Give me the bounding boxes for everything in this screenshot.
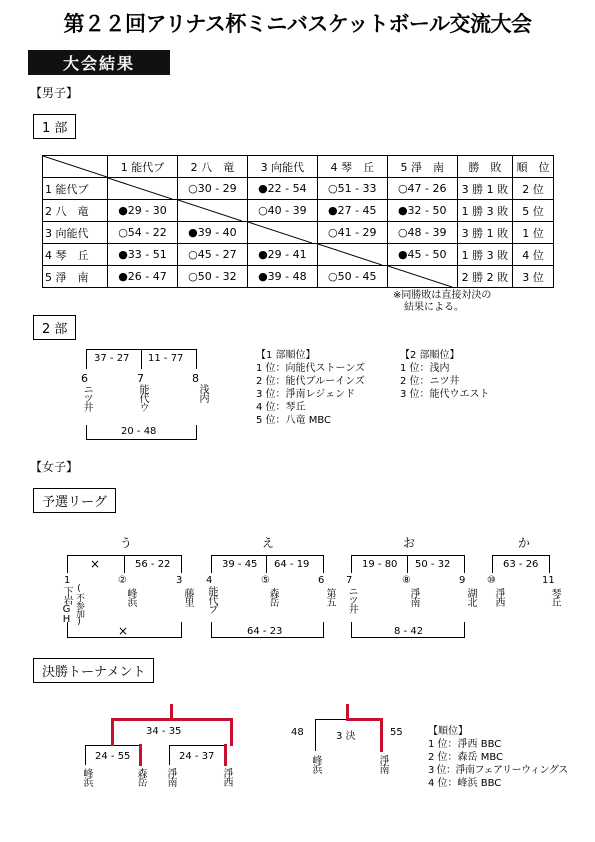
group-label: う — [120, 536, 133, 550]
header-cell: 4 琴 丘 — [317, 156, 387, 178]
corner-cell — [43, 156, 108, 178]
rank-item: 1 位：淨西 BBC — [428, 739, 502, 750]
score-cell: ●29 - 41 — [247, 244, 317, 266]
page-title: 第２２回アリナス杯ミニバスケットボール交流大会 — [63, 12, 532, 36]
score-cell: ○30 - 29 — [177, 178, 247, 200]
rank-title: 【順位】 — [428, 726, 468, 737]
div2-team-num: 7 — [137, 372, 144, 385]
girls-heading: 【女子】 — [30, 460, 79, 474]
rank-item: 2 位：能代ブルーインズ — [256, 376, 365, 387]
self-cell — [387, 266, 457, 288]
score-cell: ○50 - 45 — [317, 266, 387, 288]
team-name: 湖北 — [465, 588, 476, 606]
record-cell: 3 勝 1 敗 — [457, 178, 512, 200]
rank-item: 3 位：淨南フェアリーウィングス — [428, 765, 568, 776]
header-cell: 5 淨 南 — [387, 156, 457, 178]
score-cell: ○50 - 32 — [177, 266, 247, 288]
group-score: 64 - 19 — [274, 559, 310, 570]
div2-team-name: ニツ井 — [81, 384, 92, 411]
rank-item: 3 位：能代ウエスト — [400, 389, 490, 400]
div2-team-name: 能代ウ — [137, 384, 148, 411]
results-banner: 大会結果 — [28, 50, 170, 75]
rank-item: 3 位：淨南レジェンド — [256, 389, 356, 400]
team-num: 6 — [318, 575, 325, 586]
div2-score: 20 - 48 — [121, 426, 157, 437]
score-cell: ○40 - 39 — [247, 200, 317, 222]
team-name: 下岩GH — [61, 586, 72, 624]
team-num: ② — [118, 575, 127, 586]
team-name: 峰浜 — [125, 588, 136, 606]
rank-item: 2 位：森岳 MBC — [428, 752, 504, 763]
final-score: 34 - 35 — [146, 726, 182, 737]
div2-team-num: 6 — [81, 372, 88, 385]
semi-score: 24 - 37 — [179, 751, 215, 762]
group-score: × — [118, 624, 129, 638]
score-cell: ●39 - 40 — [177, 222, 247, 244]
team-name: 1 能代ブ — [43, 178, 108, 200]
header-cell: 勝 敗 — [457, 156, 512, 178]
self-cell — [108, 178, 178, 200]
final-team: 森岳 — [135, 768, 146, 786]
score-cell: ○48 - 39 — [387, 222, 457, 244]
rank-cell: 2 位 — [513, 178, 554, 200]
rank-title: 【1 部順位】 — [256, 350, 316, 361]
score-cell: ○47 - 26 — [387, 178, 457, 200]
self-cell — [247, 222, 317, 244]
rank-title: 【2 部順位】 — [400, 350, 460, 361]
record-cell: 2 勝 2 敗 — [457, 266, 512, 288]
rank-cell: 1 位 — [513, 222, 554, 244]
header-cell: 順 位 — [513, 156, 554, 178]
score-cell: ●22 - 54 — [247, 178, 317, 200]
table-note: ※同勝敗は直接対決の — [393, 290, 492, 301]
header-cell: 2 八 竜 — [177, 156, 247, 178]
div2-team-num: 8 — [192, 372, 199, 385]
div1-heading: 1 部 — [33, 114, 76, 139]
third-team: 峰浜 — [310, 755, 321, 773]
record-cell: 3 勝 1 敗 — [457, 222, 512, 244]
group-score: 50 - 32 — [415, 559, 451, 570]
score-cell: ○54 - 22 — [108, 222, 178, 244]
score-cell: ●39 - 48 — [247, 266, 317, 288]
record-cell: 1 勝 3 敗 — [457, 200, 512, 222]
table-row — [43, 178, 554, 200]
group-label: え — [262, 536, 275, 550]
team-num: ⑩ — [487, 575, 496, 586]
prelim-heading: 予選リーグ — [33, 488, 116, 513]
div2-rank-list — [400, 349, 490, 401]
div2-heading: 2 部 — [33, 315, 76, 340]
team-num: 7 — [346, 575, 353, 586]
final-team: 峰浜 — [81, 768, 92, 786]
third-score: 55 — [390, 727, 403, 738]
team-num: 9 — [459, 575, 466, 586]
rank-item: 4 位：峰浜 BBC — [428, 778, 502, 789]
score-cell: ●33 - 51 — [108, 244, 178, 266]
third-team: 淨南 — [377, 755, 388, 773]
team-name: 藤里 — [182, 588, 193, 606]
group-label: お — [403, 536, 416, 550]
team-num: 4 — [206, 575, 213, 586]
rank-item: 1 位：浅内 — [400, 363, 450, 374]
team-num: 3 — [176, 575, 183, 586]
score-cell: ●45 - 50 — [387, 244, 457, 266]
group-score: 64 - 23 — [247, 626, 283, 637]
self-cell — [177, 200, 247, 222]
team-num: 1 — [64, 575, 71, 586]
score-cell: ●26 - 47 — [108, 266, 178, 288]
group-score: 8 - 42 — [394, 626, 424, 637]
score-cell: ●27 - 45 — [317, 200, 387, 222]
team-name: 能代ブ — [206, 586, 217, 613]
table-row — [43, 266, 554, 288]
group-score: × — [90, 557, 101, 571]
header-cell: 1 能代ブ — [108, 156, 178, 178]
score-cell: ○45 - 27 — [177, 244, 247, 266]
team-name: ニツ井 — [346, 586, 357, 613]
group-score: 19 - 80 — [362, 559, 398, 570]
team-name: 琴丘 — [549, 588, 560, 606]
group-score: 56 - 22 — [135, 559, 171, 570]
team-name: 淨西 — [493, 588, 504, 606]
rank-cell: 4 位 — [513, 244, 554, 266]
team-num: ⑧ — [402, 575, 411, 586]
record-cell: 1 勝 3 敗 — [457, 244, 512, 266]
team-name: 淨南 — [408, 588, 419, 606]
team-name: 5 淨 南 — [43, 266, 108, 288]
header-cell: 3 向能代 — [247, 156, 317, 178]
absent-note: (不参加) — [74, 584, 84, 626]
self-cell — [317, 244, 387, 266]
team-name: 2 八 竜 — [43, 200, 108, 222]
semi-score: 24 - 55 — [95, 751, 131, 762]
team-name: 第五 — [324, 588, 335, 606]
team-name: 4 琴 丘 — [43, 244, 108, 266]
div1-rank-list — [256, 349, 365, 427]
table-row — [43, 222, 554, 244]
girls-rank-list — [428, 725, 568, 790]
score-cell: ○51 - 33 — [317, 178, 387, 200]
rank-cell: 3 位 — [513, 266, 554, 288]
team-num: 11 — [542, 575, 555, 586]
table-row — [43, 200, 554, 222]
final-heading: 決勝トーナメント — [33, 658, 154, 683]
rank-cell: 5 位 — [513, 200, 554, 222]
score-cell: ●32 - 50 — [387, 200, 457, 222]
group-label: か — [518, 536, 531, 550]
final-team: 淨南 — [165, 768, 176, 786]
score-cell: ○41 - 29 — [317, 222, 387, 244]
corner-diagonal — [43, 156, 107, 177]
third-score: 48 — [291, 727, 304, 738]
team-name: 3 向能代 — [43, 222, 108, 244]
rank-item: 1 位：向能代ストーンズ — [256, 363, 366, 374]
rank-item: 5 位：八竜 MBC — [256, 415, 332, 426]
third-label: 3 決 — [336, 731, 356, 742]
score-cell: ●29 - 30 — [108, 200, 178, 222]
div2-score: 11 - 77 — [148, 353, 184, 364]
group-score: 39 - 45 — [222, 559, 258, 570]
final-team: 淨西 — [221, 768, 232, 786]
boys-heading: 【男子】 — [30, 86, 79, 100]
table-row — [43, 244, 554, 266]
team-name: 森岳 — [267, 588, 278, 606]
div1-results-table — [42, 155, 554, 288]
div2-score: 37 - 27 — [94, 353, 130, 364]
rank-item: 2 位：ニツ井 — [400, 376, 460, 387]
team-num: ⑤ — [261, 575, 270, 586]
group-score: 63 - 26 — [503, 559, 539, 570]
rank-item: 4 位：琴丘 — [256, 402, 306, 413]
div2-team-name: 浅内 — [197, 384, 208, 402]
table-note: 結果による。 — [404, 302, 464, 313]
